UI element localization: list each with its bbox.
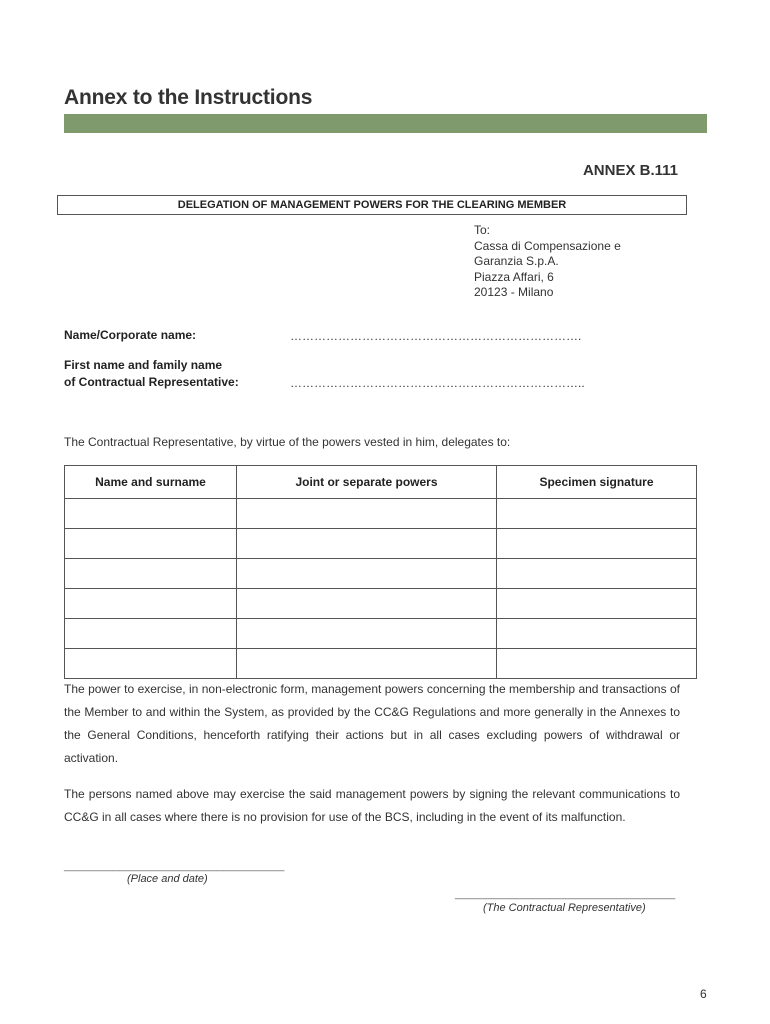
powers-cell[interactable] <box>237 589 497 619</box>
representative-signature-line[interactable]: ____________________________________ <box>455 888 676 900</box>
signature-cell[interactable] <box>497 649 697 679</box>
table-row <box>65 529 697 559</box>
place-date-caption: (Place and date) <box>127 873 208 885</box>
addressee-line: Piazza Affari, 6 <box>474 269 554 284</box>
table-header-row <box>65 466 697 499</box>
signature-cell[interactable] <box>497 499 697 529</box>
signature-cell[interactable] <box>497 559 697 589</box>
table-row <box>65 589 697 619</box>
table-row <box>65 499 697 529</box>
table-row <box>65 619 697 649</box>
name-cell[interactable] <box>65 529 237 559</box>
name-cell[interactable] <box>65 619 237 649</box>
column-header-powers: Joint or separate powers <box>237 466 497 499</box>
addressee-line: To: <box>474 223 491 237</box>
addressee-line: Garanzia S.p.A. <box>474 254 559 268</box>
addressee-line: 20123 - Milano <box>474 285 554 299</box>
signature-cell[interactable] <box>497 589 697 619</box>
header-accent-bar <box>64 114 707 133</box>
delegates-table <box>64 465 697 679</box>
place-date-line[interactable]: ____________________________________ <box>64 860 285 872</box>
name-cell[interactable] <box>65 589 237 619</box>
page-number: 6 <box>700 987 707 1001</box>
annex-number: ANNEX B.111 <box>582 162 678 179</box>
representative-name-field[interactable]: ……………………………………………………………….. <box>290 376 585 390</box>
powers-cell[interactable] <box>237 499 497 529</box>
representative-label-line-2: of Contractual Representative: <box>64 375 239 389</box>
name-cell[interactable] <box>65 499 237 529</box>
usage-paragraph: The persons named above may exercise the said management powers by signing the relevant communications to CC&G in all cases where there is no provision for use of the BCS, including in the event of its malfunction. <box>64 787 680 824</box>
powers-cell[interactable] <box>237 559 497 589</box>
addressee-block <box>474 223 621 301</box>
powers-cell[interactable] <box>237 619 497 649</box>
name-cell[interactable] <box>65 559 237 589</box>
powers-cell[interactable] <box>237 649 497 679</box>
signature-cell[interactable] <box>497 619 697 649</box>
powers-paragraph: The power to exercise, in non-electronic form, management powers concerning the membership and transactions of the Member to and within the System, as provided by the CC&G Regulations and more generally in the Annexes to the General Conditions, henceforth ratifying their actions but in all cases excluding powers of withdrawal or activation. <box>64 682 680 765</box>
column-header-signature: Specimen signature <box>497 466 697 499</box>
document-title: DELEGATION OF MANAGEMENT POWERS FOR THE CLEARING MEMBER <box>57 195 687 215</box>
powers-cell[interactable] <box>237 529 497 559</box>
delegation-intro: The Contractual Representative, by virtue of the powers vested in him, delegates to: <box>64 435 511 449</box>
table-row <box>65 559 697 589</box>
representative-signature-caption: (The Contractual Representative) <box>483 902 646 914</box>
signature-cell[interactable] <box>497 529 697 559</box>
addressee-line: Cassa di Compensazione e <box>474 238 621 253</box>
section-header-title: Annex to the Instructions <box>64 86 313 109</box>
name-cell[interactable] <box>65 649 237 679</box>
column-header-name: Name and surname <box>65 466 237 499</box>
representative-label-line-1: First name and family name <box>64 358 223 372</box>
table-row <box>65 649 697 679</box>
corporate-name-field[interactable]: ………………………………………………………………. <box>290 329 582 343</box>
corporate-name-label: Name/Corporate name: <box>64 328 197 342</box>
